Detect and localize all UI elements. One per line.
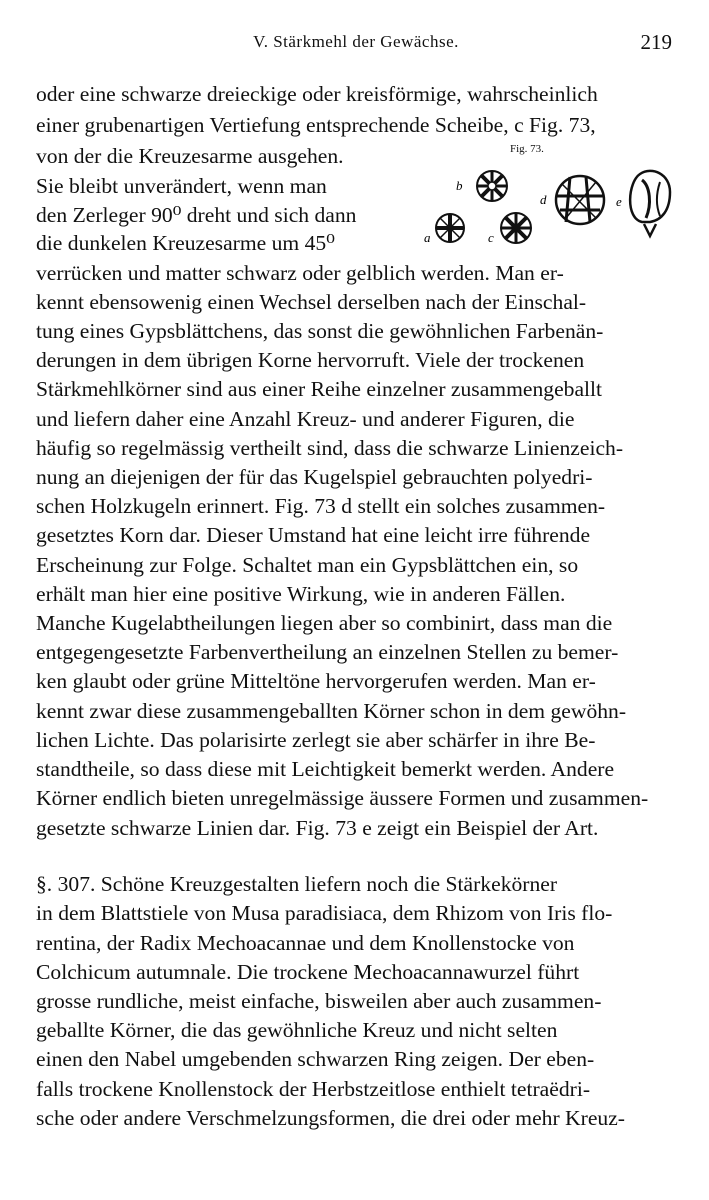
text-line: Erscheinung zur Folge. Schaltet man ein Gypsblättchen ein, so (36, 553, 579, 577)
text-line: erhält man hier eine positive Wirkung, wie in anderen Fällen. (36, 582, 566, 606)
text-line: die dunkelen Kreuzesarme um 45⁰ (36, 231, 335, 255)
text-line: gesetzte schwarze Linien dar. Fig. 73 e zeigt ein Beispiel der Art. (36, 816, 599, 840)
text-line: den Zerleger 90⁰ dreht und sich dann (36, 203, 357, 227)
text-line: oder eine schwarze dreieckige oder kreisförmige, wahrscheinlich (36, 82, 598, 106)
page-number: 219 (640, 30, 672, 54)
text-line: von der die Kreuzesarme ausgehen. (36, 144, 344, 168)
grain-b-illustration (456, 171, 507, 201)
section-line: falls trockene Knollenstock der Herbstzeitlose enthielt tetraëdri- (36, 1077, 591, 1101)
section-line: einen den Nabel umgebenden schwarzen Ring zeigen. Der eben- (36, 1047, 595, 1071)
grain-a-illustration (424, 214, 464, 245)
text-line: Manche Kugelabtheilungen liegen aber so combinirt, dass man die (36, 611, 613, 635)
text-line: verrücken und matter schwarz oder gelblich werden. Man er- (36, 261, 564, 285)
text-line: häufig so regelmässig vertheilt sind, dass die schwarze Linienzeich- (36, 436, 624, 460)
section-line: in dem Blattstiele von Musa paradisiaca, dem Rhizom von Iris flo- (36, 901, 613, 925)
text-line: ken glaubt oder grüne Mitteltöne hervorgerufen werden. Man er- (36, 669, 596, 693)
text-line: schen Holzkugeln erinnert. Fig. 73 d stellt ein solches zusammen- (36, 494, 606, 518)
text-line: gesetztes Korn dar. Dieser Umstand hat eine leicht irre führende (36, 523, 591, 547)
section-line: rentina, der Radix Mechoacannae und dem Knollenstocke von (36, 931, 575, 955)
text-line: standtheile, so dass diese mit Leichtigkeit bemerkt werden. Andere (36, 757, 615, 781)
section-line: Colchicum autumnale. Die trockene Mechoacannawurzel führt (36, 960, 580, 984)
section-line: sche oder andere Verschmelzungsformen, die drei oder mehr Kreuz- (36, 1106, 625, 1130)
text-line: nung an diejenigen der für das Kugelspiel gebrauchten polyedri- (36, 465, 593, 489)
section-line: §. 307. Schöne Kreuzgestalten liefern noch die Stärkekörner (36, 872, 558, 896)
figure-label: Fig. 73. (510, 143, 544, 155)
text-line: tung eines Gypsblättchens, das sonst die gewöhnlichen Farbenän- (36, 319, 604, 343)
text-line: kennt zwar diese zusammengeballten Körner schon in dem gewöhn- (36, 699, 627, 723)
running-title: V. Stärkmehl der Gewächse. (253, 32, 459, 51)
figure-letter-c: c (488, 230, 494, 245)
text-line: Stärkmehlkörner sind aus einer Reihe einzelner zusammengeballt (36, 377, 603, 401)
text-line: derungen in dem übrigen Korne hervorruft. Viele der trockenen (36, 348, 585, 372)
section-line: geballte Körner, die das gewöhnliche Kreuz und nicht selten (36, 1018, 558, 1042)
figure-letter-b: b (456, 178, 463, 193)
page-header (36, 30, 676, 64)
text-line: entgegengesetzte Farbenvertheilung an einzelnen Stellen zu bemer- (36, 640, 619, 664)
text-line: einer grubenartigen Vertiefung entsprechende Scheibe, c Fig. 73, (36, 113, 596, 137)
text-line: lichen Lichte. Das polarisirte zerlegt sie aber schärfer in ihre Be- (36, 728, 596, 752)
grain-e-illustration (616, 171, 670, 236)
figure-73-starch-grains (420, 160, 682, 260)
figure-letter-d: d (540, 192, 547, 207)
text-line: Sie bleibt unverändert, wenn man (36, 174, 327, 198)
figure-letter-e: e (616, 194, 622, 209)
figure-letter-a: a (424, 230, 431, 245)
text-line: Körner endlich bieten unregelmässige äussere Formen und zusammen- (36, 786, 649, 810)
text-line: und liefern daher eine Anzahl Kreuz- und anderer Figuren, die (36, 407, 575, 431)
text-line: kennt ebensowenig einen Wechsel derselben nach der Einschal- (36, 290, 587, 314)
grain-c-illustration (488, 213, 531, 245)
section-line: grosse rundliche, meist einfache, bisweilen aber auch zusammen- (36, 989, 602, 1013)
grain-d-illustration (540, 176, 604, 224)
